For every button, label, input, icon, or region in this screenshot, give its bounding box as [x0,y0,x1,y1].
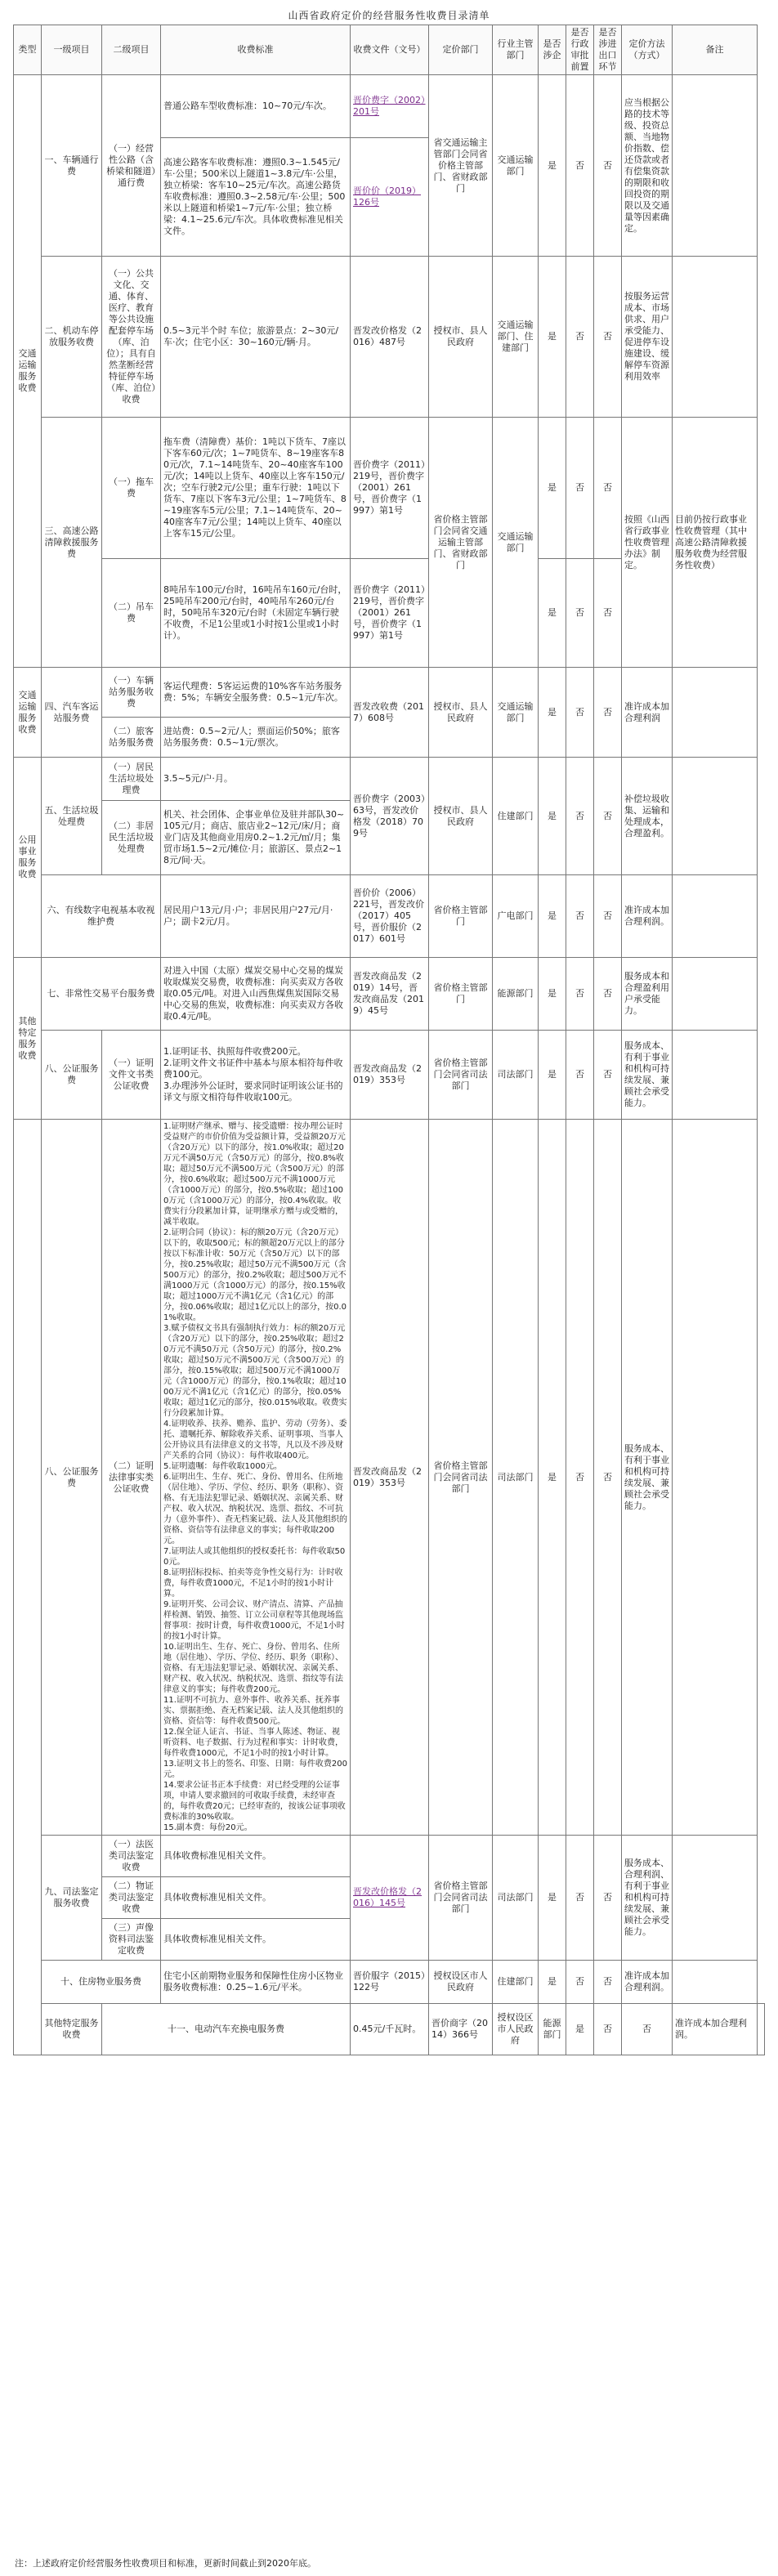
level1-cell: 八、公证服务费 [42,1031,102,1120]
doc-cell: 晋价费字（2003）63号，晋发改价格发（2018）709号 [351,758,429,875]
method-cell: 按照《山西省行政事业性收费管理办法》制定。 [622,418,673,668]
involves-corp-cell: 是 [539,418,566,559]
level2-cell: （一）经营性公路（含桥梁和隧道）通行费 [102,75,161,257]
level1-cell: 九、司法鉴定服务收费 [42,1836,102,1961]
standard-cell: 普通公路车型收费标准：10~70元/车次。 [161,75,351,138]
level1-cell: 七、非常性交易平台服务费 [42,958,161,1031]
type-cell: 交通运输服务收费 [14,75,42,668]
industry-dept-cell: 司法部门 [493,1031,539,1120]
level2-cell: （一）居民生活垃圾处理费 [102,758,161,801]
doc-cell: 晋发改商品发（2019）353号 [351,1120,429,1836]
table-row [14,257,765,418]
type-cell: 其他特定服务收费 [42,2004,102,2055]
industry-dept-cell: 交通运输部门 [493,75,539,257]
level2-cell: （二）旅客站务服务费 [102,718,161,758]
involves-corp-cell: 是 [539,1031,566,1120]
remark-cell [673,1120,758,1836]
header-cell: 一级项目 [42,25,102,75]
table-row [14,1120,765,1836]
level1-cell: 四、汽车客运站服务费 [42,668,102,758]
industry-dept-cell: 司法部门 [493,1836,539,1961]
export-cell: 否 [594,257,622,418]
header-cell: 收费文件（文号） [351,25,429,75]
level2-cell: （三）声像资料司法鉴定收费 [102,1919,161,1961]
fee-catalog-table [13,25,765,2055]
pre-approval-cell: 否 [566,559,594,668]
method-cell: 服务成本、有利于事业和机构可持续发展、兼顾社会承受能力。 [622,1031,673,1120]
remark-cell [673,875,758,958]
export-cell: 否 [594,1120,622,1836]
doc-cell: 晋发改收费（2017）608号 [351,668,429,758]
level1-cell: 十一、电动汽车充换电服务费 [102,2004,351,2055]
method-cell: 准许成本加合理利润。 [622,1961,673,2004]
export-cell: 否 [594,758,622,875]
table-row [14,418,765,559]
type-cell: 交通运输服务收费 [14,668,42,758]
level1-cell: 一、车辆通行费 [42,75,102,257]
export-cell: 否 [594,75,622,257]
table-row [14,75,765,138]
doc-link[interactable]: 晋价价（2019）126号 [353,186,421,208]
export-cell: 否 [594,875,622,958]
export-cell: 否 [594,418,622,559]
pre-approval-cell: 否 [566,1120,594,1836]
table-row [14,2004,765,2055]
export-cell: 否 [622,2004,673,2055]
doc-cell: 晋发改价格发（2016）487号 [351,257,429,418]
method-cell: 准许成本加合理利润 [622,668,673,758]
level1-cell: 八、公证服务费 [42,1120,102,1836]
pre-approval-cell: 否 [566,758,594,875]
export-cell: 否 [594,1961,622,2004]
industry-dept-cell: 能源部门 [493,958,539,1031]
footnote: 注：上述政府定价经营服务性收费项目和标准，更新时间截止到2020年底。 [15,2558,316,2569]
pre-approval-cell: 否 [566,1031,594,1120]
header-cell: 是否涉进出口环节 [594,25,622,75]
header-cell: 定价部门 [429,25,493,75]
method-cell: 按服务运营成本、市场供求、用户承受能力、促进停车设施建设、缓解停车资源利用效率 [622,257,673,418]
pre-approval-cell: 否 [566,875,594,958]
level2-cell: （一）证明文件文书类公证收费 [102,1031,161,1120]
involves-corp-cell: 是 [539,1961,566,2004]
involves-corp-cell: 是 [539,758,566,875]
header-cell: 是否行政审批前置 [566,25,594,75]
pre-approval-cell: 否 [566,1836,594,1961]
pricing-dept-cell: 省交通运输主管部门会同省价格主管部门、省财政部门 [429,75,493,257]
table-row [14,758,765,801]
export-cell: 否 [594,1031,622,1120]
method-cell: 准许成本加合理利润。 [673,2004,758,2055]
involves-corp-cell: 是 [539,257,566,418]
method-cell: 补偿垃圾收集、运输和处理成本，合理盈利。 [622,758,673,875]
level2-cell: （二）非居民生活垃圾处理费 [102,801,161,875]
standard-cell: 0.5~3元半个时 车位；旅游景点：2~30元/车·次；住宅小区：30~160元/辆·月。 [161,257,351,418]
remark-cell [673,1961,758,2004]
pricing-dept-cell: 授权设区市人民政府 [493,2004,539,2055]
pricing-dept-cell: 省价格主管部门会同省司法部门 [429,1836,493,1961]
level2-cell: （一）拖车费 [102,418,161,559]
remark-cell [673,668,758,758]
page-title: 山西省政府定价的经营服务性收费目录清单 [288,10,490,21]
level2-cell: （一）公共文化、交通、体育、医疗、教育等公共设施配套停车场（库、泊位）；具有自然垄断经营特征停车场（库、泊位）收费 [102,257,161,418]
export-cell: 否 [594,559,622,668]
industry-dept-cell: 交通运输部门 [493,418,539,668]
method-cell: 应当根据公路的技术等级、投资总额、当地物价指数、偿还贷款或者有偿集资款的期限和收回投资的期限以及交通量等因素确定。 [622,75,673,257]
header-cell: 收费标准 [161,25,351,75]
type-cell [14,1120,42,2055]
standard-cell: 具体收费标准见相关文件。 [161,1877,351,1919]
pricing-dept-cell: 授权设区市人民政府 [429,1961,493,2004]
pricing-dept-cell: 授权市、县人民政府 [429,257,493,418]
standard-cell: 拖车费（清障费）基价：1吨以下货车、7座以下客车60元/次；1~7吨货车、8~19座客车80元/次，7.1~14吨货车、20~40座客车100元/次；14吨以上货车、40座以上客车150元/次；空车行驶2元/公里；重车行驶：1吨以下货车、7座以下客车3元/公里；1~7吨货车、8~19座客车5元/公里；7.1~14吨货车、20~40座客车7元/公里；14吨以上货车、40座以上客车15元/公里。 [161,418,351,559]
doc-link[interactable]: 晋发改价格发（2016）145号 [353,1886,422,1908]
standard-cell: 3.5~5元/户·月。 [161,758,351,801]
involves-corp-cell: 是 [539,668,566,758]
involves-corp-cell: 是 [539,1120,566,1836]
pricing-dept-cell: 省价格主管部门 [429,875,493,958]
remark-cell [673,1836,758,1961]
header-cell: 二级项目 [102,25,161,75]
doc-cell [351,138,429,257]
level1-cell: 五、生活垃圾处理费 [42,758,102,875]
header-cell: 类型 [14,25,42,75]
standard-cell: 具体收费标准见相关文件。 [161,1919,351,1961]
pre-approval-cell: 否 [566,958,594,1031]
level2-cell: （二）证明法律事实类公证收费 [102,1120,161,1836]
pricing-dept-cell: 省价格主管部门 [429,958,493,1031]
industry-dept-cell: 住建部门 [493,1961,539,2004]
industry-dept-cell: 住建部门 [493,758,539,875]
remark-cell [673,1031,758,1120]
standard-cell: 8吨吊车100元/台时，16吨吊车160元/台时，25吨吊车200元/台时，40吨吊车260元/台时，50吨吊车320元/台时（未固定车辆行驶不收费，不足1公里或1小时按1公里或1小时计）。 [161,559,351,668]
involves-corp-cell: 是 [539,1836,566,1961]
pricing-dept-cell: 授权市、县人民政府 [429,758,493,875]
industry-dept-cell: 交通运输部门 [493,668,539,758]
pre-approval-cell: 否 [566,418,594,559]
level1-cell: 二、机动车停放服务收费 [42,257,102,418]
type-cell: 其他特定服务收费 [14,958,42,1120]
table-row [14,958,765,1031]
export-cell: 否 [594,668,622,758]
involves-corp-cell: 是 [566,2004,594,2055]
remark-cell [673,75,758,257]
pre-approval-cell: 否 [594,2004,622,2055]
remark-cell [673,758,758,875]
type-cell: 公用事业服务收费 [14,758,42,958]
pre-approval-cell: 否 [566,668,594,758]
industry-dept-cell: 广电部门 [493,875,539,958]
pricing-dept-cell: 授权市、县人民政府 [429,668,493,758]
pre-approval-cell: 否 [566,257,594,418]
level1-cell: 十、住房物业服务费 [42,1961,161,2004]
level2-cell: （二）物证类司法鉴定收费 [102,1877,161,1919]
table-row [14,1031,765,1120]
level2-cell: （二）吊车费 [102,559,161,668]
pricing-dept-cell: 省价格主管部门会同省司法部门 [429,1120,493,1836]
doc-cell [351,1836,429,1961]
remark-cell [673,257,758,418]
header-cell: 是否涉企 [539,25,566,75]
pricing-dept-cell: 省价格主管部门会同省交通运输主管部门、省财政部门 [429,418,493,668]
involves-corp-cell: 是 [539,958,566,1031]
standard-cell: 1.证明证书、执照每件收费200元。 2.证明文件文书证件中基本与原本相符每件收费100元。 3.办理涉外公证时，要求同时证明该公证书的译文与原文相符每件收取100元。 [161,1031,351,1120]
pricing-dept-cell: 省价格主管部门会同省司法部门 [429,1031,493,1120]
standard-cell: 0.45元/千瓦时。 [351,2004,429,2055]
export-cell: 否 [594,958,622,1031]
standard-cell: 住宅小区前期物业服务和保障性住房小区物业服务收费标准：0.25~1.6元/平米。 [161,1961,351,2004]
level1-cell: 六、有线数字电视基本收视维护费 [42,875,161,958]
level2-cell: （一）法医类司法鉴定收费 [102,1836,161,1877]
standard-cell: 居民用户13元/月·户；非居民用户27元/月·户；副卡2元/月。 [161,875,351,958]
doc-link[interactable]: 晋价费字（2002）201号 [353,95,426,117]
standard-cell: 进站费：0.5~2元/人；票面运价50%；旅客站务服务费：0.5~1元/票次。 [161,718,351,758]
table-row [14,1836,765,1877]
remark-cell [758,2004,765,2055]
pre-approval-cell: 否 [566,75,594,257]
doc-cell: 晋价费字（2011）219号，晋价费字（2001）261号，晋价费字（1997）第1号 [351,559,429,668]
industry-dept-cell: 能源部门 [539,2004,566,2055]
standard-cell: 1.证明财产继承、赠与、接受遗赠：按办理公证时受益财产的市价价值为受益额计算，受益额20万元（含20万元）以下的部分，按1.0%收取；超过20万元不满50万元（含50万元）的部分，按0.8%收取；超过50万元不满500万元（含500万元）的部分，按0.6%收取；超过500万元不满1000万元（含1000万元）的部分，按0.5%收取；超过1000万元（含1000万元）的部分，按0.4%收取。收费实行分段累加计算，证明继承方赠与或受赠的，减半收取。 2.证明合同（协议）：标的额20万元（含20万元）以下的，收取500元；标的额超20万元以上的部分按以下标准计收：50万元（含50万元）以下的部分，按0.25%收取；超过50万元不满500万元（含500万元）的部分，按0.2%收取；超过500万元不满1000万元（含1000万元）的部分，按0.15%收取；超过1000万元不满1亿元（含1亿元）的部分，按0.06%收取；超过1亿元以上的部分，按0.01%收取。 3.赋予债权文书具有强制执行效力：标的额20万元（含20万元）以下的部分，按0.25%收取；超过20万元不满50万元（含50万元）的部分，按0.2%收取；超过50万元不满500万元（含500万元）的部分，按0.15%收取；超过500万元不满1000万元（含1000万元）的部分，按0.1%收取；超过1000万元不满1亿元（含1亿元）的部分，按0.05%收取；超过1亿元的部分，按0.015%收取。收费实行分段累加计算。 4.证明收养、扶养、赡养、监护、劳动（劳务）、委托、遗嘱托养、解除收养关系、证明事项、当事人公开协议具有法律意义的文书等，凡以及不涉及财产关系的合同（协议）：每件收取400元。 5.证明遗嘱：每件收取1000元。 6.证明出生、生存、死亡、身份、曾用名、住所地（居住地）、学历、学位、经历、职务（职称）、资格、有无违法犯罪记录、婚姻状况、亲属关系、财产权、收入状况、纳税状况、选票、指纹、不可抗力（意外事件）、查无档案记载、法人及其他组织的资格、资信等有法律意义的事实；每件收取200元。 7.证明法人或其他组织的授权委托书：每件收取500元。 8.证明招标投标、拍卖等竞争性交易行为：计时收费，每件收费1000元，不足1小时的按1小时计算。 9.证明开奖、公司会议、财产清点、清算、产品抽样检测、销毁、抽签、订立公司章程等其他现场监督事项：按时计费，每件收费1000元，不足1小时的按1小时计算。 10.证明出生、生存、死亡、身份、曾用名、住所地（居住地）、学历、学位、经历、职务（职称）、资格、有无违法犯罪记录、婚姻状况、亲属关系、财产权、收入状况、纳税状况、选票、指纹等有法律意义的事实；每件收费200元。 11.证明不可抗力、意外事件、收养关系、抚养事实、票据拒绝、查无档案记载、法人及其他组织的资格、资信等：每件收费500元。 12.保全证人证言、书证、当事人陈述、物证、视听资料、电子数据、行为过程和事实：计时收费，每件收费1000元，不足1小时的按1小时计算。 13.证明文书上的签名、印鉴、日期：每件收费200元。 14.要求公证书正本手续费：对已经受理的公证事项，申请人要求撤回的可收取手续费，未经审查的，每件收费20元；已经审查的，按该公证事项收费标准的30%收取。 15.副本费：每份20元。 [161,1120,351,1836]
doc-cell: 晋价价（2006）221号，晋发改价（2017）405号，晋价服价（2017）601号 [351,875,429,958]
doc-cell: 晋价服字（2015）122号 [351,1961,429,2004]
remark-cell [673,958,758,1031]
method-cell: 服务成本和合理盈利用户承受能力。 [622,958,673,1031]
export-cell: 否 [594,1836,622,1961]
table-row [14,668,765,718]
standard-cell: 机关、社会团体、企事业单位及驻并部队30~105元/月；商店、旅店业2~12元/床/月；商业门店及其他商业用房0.2~1.2元/㎡/月；集贸市场1.5~2元/摊位·月；旅游区、景点2~18元/间·天。 [161,801,351,875]
standard-cell: 具体收费标准见相关文件。 [161,1836,351,1877]
pre-approval-cell: 否 [566,1961,594,2004]
header-cell: 行业主管部门 [493,25,539,75]
involves-corp-cell: 是 [539,75,566,257]
industry-dept-cell: 司法部门 [493,1120,539,1836]
level2-cell: （一）车辆站务服务收费 [102,668,161,718]
involves-corp-cell: 是 [539,559,566,668]
involves-corp-cell: 是 [539,875,566,958]
remark-cell: 目前仍按行政事业性收费管理（其中高速公路清障救援服务收费为经营服务性收费） [673,418,758,668]
level1-cell: 三、高速公路清障救援服务费 [42,418,102,668]
standard-cell: 对进入中国（太原）煤炭交易中心交易的煤炭收取煤炭交易费，收费标准：向买卖双方各收取0.05元/吨。对进入山西焦煤焦炭国际交易中心交易的焦炭，收费标准：向买卖双方各收取0.4元/吨。 [161,958,351,1031]
doc-cell: 晋发改商品发（2019）353号 [351,1031,429,1120]
method-cell: 服务成本、有利于事业和机构可持续发展、兼顾社会承受能力。 [622,1120,673,1836]
industry-dept-cell: 交通运输部门、住建部门 [493,257,539,418]
method-cell: 服务成本、合理利润、有利于事业和机构可持续发展、兼顾社会承受能力。 [622,1836,673,1961]
table-header-row [14,25,765,75]
standard-cell: 客运代理费：5客运运费的10%客车站务服务费：5%；车辆安全服务费：0.5~1元/车次。 [161,668,351,718]
method-cell: 准许成本加合理利润。 [622,875,673,958]
doc-cell [351,75,429,138]
doc-cell: 晋价商字（2014）366号 [429,2004,493,2055]
table-row [14,1961,765,2004]
doc-cell: 晋价费字（2011）219号，晋价费字（2001）261号，晋价费字（1997）第1号 [351,418,429,559]
header-cell: 备注 [673,25,758,75]
standard-cell: 高速公路客车收费标准：遵照0.3~1.545元/车·公里；500米以上隧道1~3.8元/车·公里，独立桥梁：客车10~25元/车次。高速公路货车收费标准：遵照0.3~2.58元/车·公里；500米以上隧道和桥梁1~7元/车·公里；独立桥梁：4.1~25.6元/车次。具体收费标准见相关文件。 [161,138,351,257]
doc-cell: 晋发改商品发（2019）14号，晋发改商品发（2019）45号 [351,958,429,1031]
header-cell: 定价方法（方式） [622,25,673,75]
table-row [14,875,765,958]
